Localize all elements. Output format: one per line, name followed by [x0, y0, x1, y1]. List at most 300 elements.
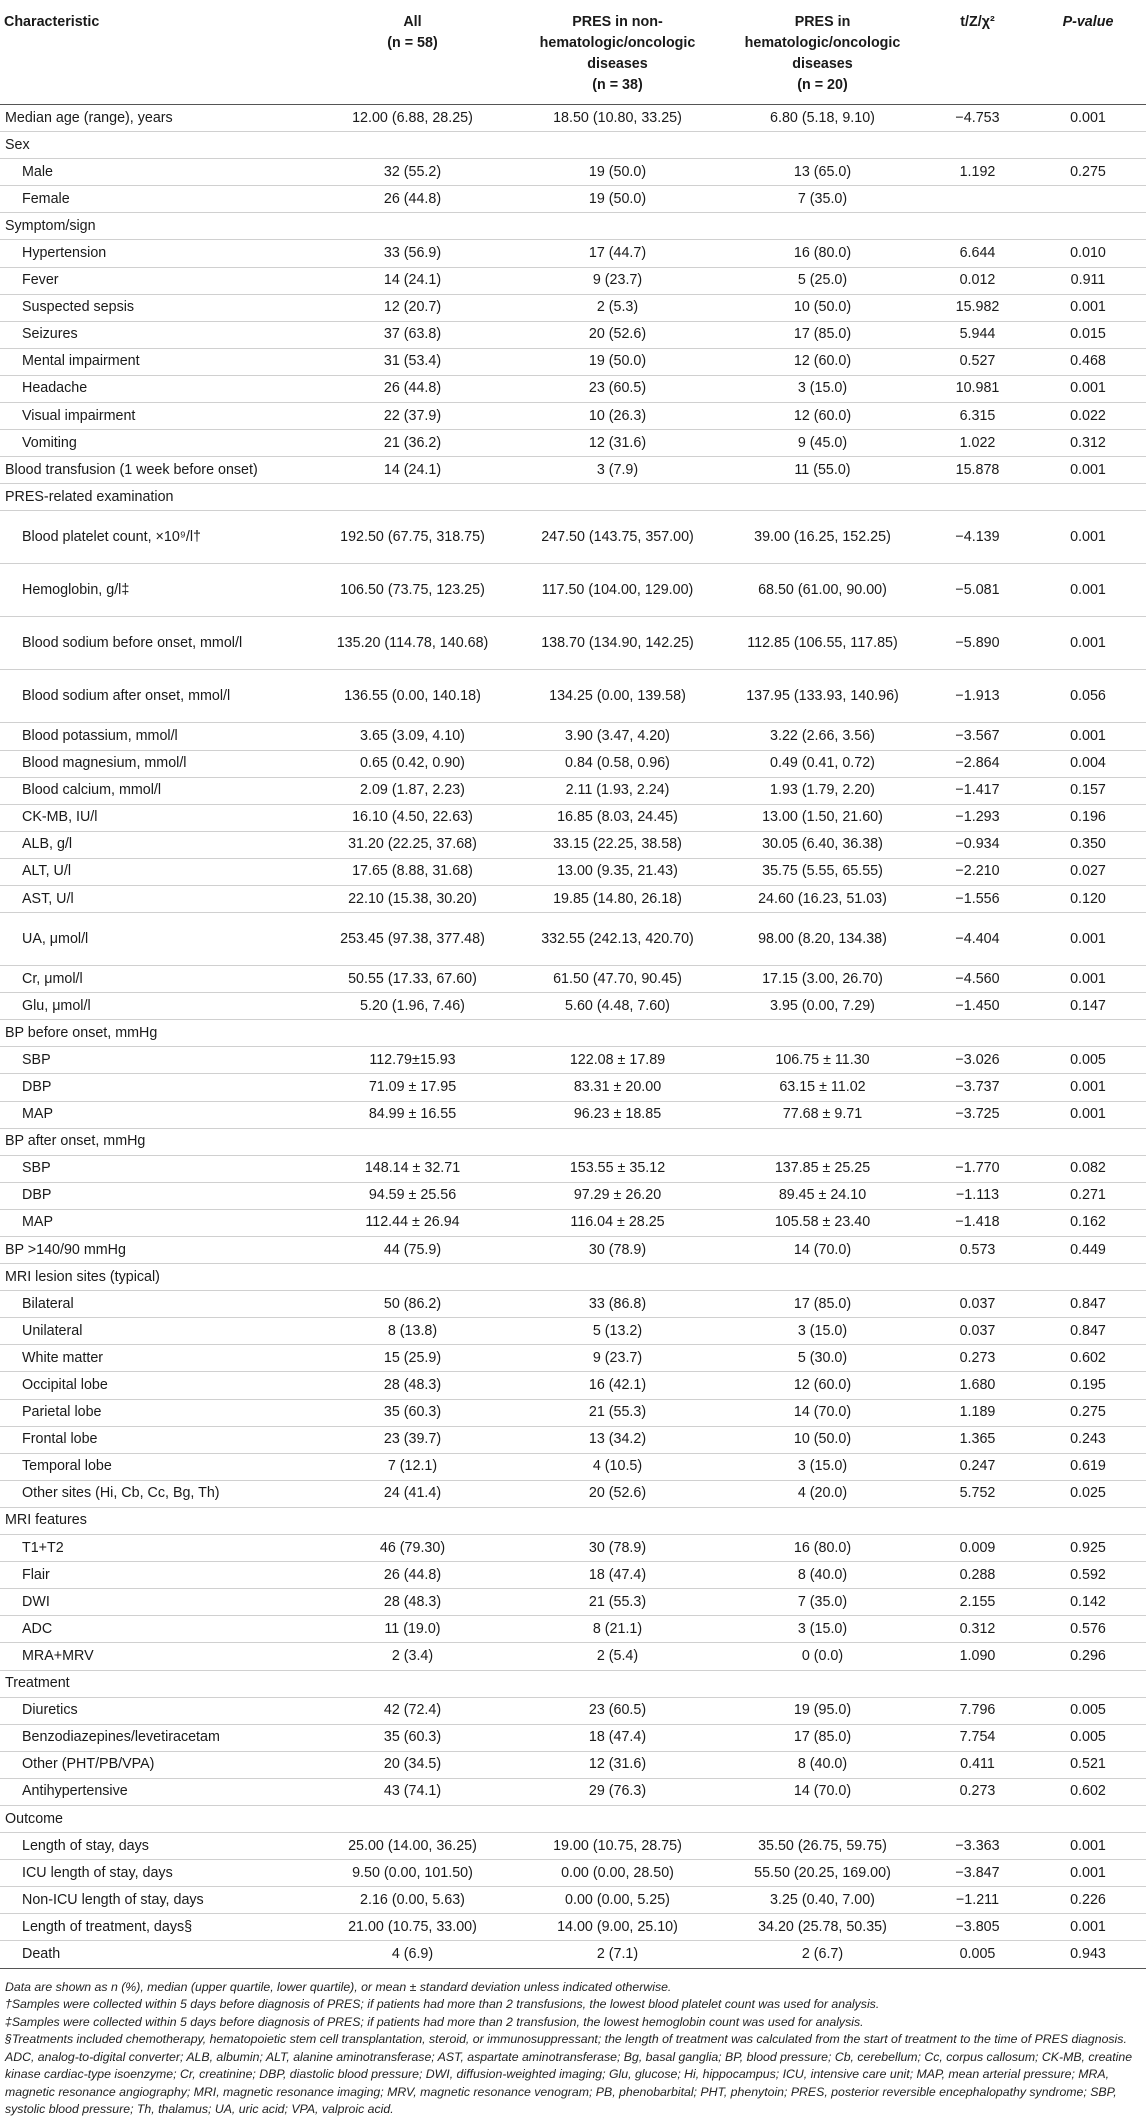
table-row [0, 1535, 1146, 1562]
cell-nonhem: 33.15 (22.25, 38.58) [515, 831, 720, 858]
cell-all [310, 1805, 515, 1832]
cell-hem: 14 (70.0) [720, 1399, 925, 1426]
cell-stat: −3.363 [925, 1833, 1030, 1860]
cell-nonhem: 19.00 (10.75, 28.75) [515, 1833, 720, 1860]
cell-p: 0.001 [1030, 294, 1146, 321]
row-label: Diuretics [0, 1697, 310, 1724]
cell-p: 0.911 [1030, 267, 1146, 294]
cell-nonhem: 0.00 (0.00, 5.25) [515, 1887, 720, 1914]
table-row [0, 1182, 1146, 1209]
cell-nonhem: 19 (50.0) [515, 348, 720, 375]
row-label: MRI lesion sites (typical) [0, 1264, 310, 1291]
cell-stat: −3.737 [925, 1074, 1030, 1101]
cell-p: 0.275 [1030, 159, 1146, 186]
row-label: ALT, U/l [0, 858, 310, 885]
cell-hem: 106.75 ± 11.30 [720, 1047, 925, 1074]
cell-stat: −4.560 [925, 966, 1030, 993]
cell-hem: 3 (15.0) [720, 1318, 925, 1345]
cell-p: 0.001 [1030, 511, 1146, 564]
cell-nonhem: 2 (5.3) [515, 294, 720, 321]
row-label: MAP [0, 1209, 310, 1236]
cell-all: 26 (44.8) [310, 375, 515, 402]
row-label: Occipital lobe [0, 1372, 310, 1399]
cell-all: 50.55 (17.33, 67.60) [310, 966, 515, 993]
table-row [0, 159, 1146, 186]
cell-all [310, 132, 515, 159]
cell-all: 106.50 (73.75, 123.25) [310, 564, 515, 617]
row-label: Blood sodium after onset, mmol/l [0, 670, 310, 723]
cell-stat: −1.211 [925, 1887, 1030, 1914]
cell-nonhem [515, 1670, 720, 1697]
cell-hem [720, 1670, 925, 1697]
table-row [0, 294, 1146, 321]
cell-p: 0.602 [1030, 1778, 1146, 1805]
cell-all: 28 (48.3) [310, 1589, 515, 1616]
row-label: Unilateral [0, 1318, 310, 1345]
cell-hem: 14 (70.0) [720, 1778, 925, 1805]
cell-stat: −3.725 [925, 1101, 1030, 1128]
row-label: White matter [0, 1345, 310, 1372]
cell-all [310, 1020, 515, 1047]
cell-all: 22.10 (15.38, 30.20) [310, 885, 515, 912]
cell-hem: 0.49 (0.41, 0.72) [720, 750, 925, 777]
table-row [0, 1778, 1146, 1805]
cell-p: 0.004 [1030, 750, 1146, 777]
cell-stat: −0.934 [925, 831, 1030, 858]
cell-stat [925, 1128, 1030, 1155]
cell-stat: −5.081 [925, 564, 1030, 617]
cell-all: 136.55 (0.00, 140.18) [310, 670, 515, 723]
cell-all: 71.09 ± 17.95 [310, 1074, 515, 1101]
cell-p: 0.001 [1030, 105, 1146, 132]
cell-all: 3.65 (3.09, 4.10) [310, 723, 515, 750]
cell-all: 24 (41.4) [310, 1480, 515, 1507]
row-label: ICU length of stay, days [0, 1860, 310, 1887]
cell-stat: 1.680 [925, 1372, 1030, 1399]
row-label: Symptom/sign [0, 213, 310, 240]
cell-p: 0.056 [1030, 670, 1146, 723]
cell-all: 31.20 (22.25, 37.68) [310, 831, 515, 858]
row-label: Suspected sepsis [0, 294, 310, 321]
cell-hem: 12 (60.0) [720, 1372, 925, 1399]
row-label: Vomiting [0, 430, 310, 457]
cell-p: 0.142 [1030, 1589, 1146, 1616]
cell-p: 0.001 [1030, 1860, 1146, 1887]
row-label: Antihypertensive [0, 1778, 310, 1805]
cell-stat: 7.796 [925, 1697, 1030, 1724]
cell-p [1030, 1805, 1146, 1832]
cell-nonhem: 21 (55.3) [515, 1589, 720, 1616]
cell-hem: 13 (65.0) [720, 159, 925, 186]
cell-nonhem [515, 1264, 720, 1291]
cell-hem: 7 (35.0) [720, 1589, 925, 1616]
cell-hem: 3 (15.0) [720, 1616, 925, 1643]
cell-p [1030, 484, 1146, 511]
row-label: Blood magnesium, mmol/l [0, 750, 310, 777]
cell-stat: 1.090 [925, 1643, 1030, 1670]
cell-nonhem: 29 (76.3) [515, 1778, 720, 1805]
cell-all: 84.99 ± 16.55 [310, 1101, 515, 1128]
row-label: Glu, μmol/l [0, 993, 310, 1020]
row-label: Visual impairment [0, 403, 310, 430]
cell-stat [925, 213, 1030, 240]
cell-nonhem: 4 (10.5) [515, 1453, 720, 1480]
cell-nonhem: 20 (52.6) [515, 321, 720, 348]
cell-hem: 12 (60.0) [720, 403, 925, 430]
cell-all: 32 (55.2) [310, 159, 515, 186]
cell-stat: −1.417 [925, 777, 1030, 804]
cell-nonhem: 17 (44.7) [515, 240, 720, 267]
cell-all: 50 (86.2) [310, 1291, 515, 1318]
cell-p [1030, 1128, 1146, 1155]
cell-nonhem [515, 1128, 720, 1155]
cell-hem: 89.45 ± 24.10 [720, 1182, 925, 1209]
table-row [0, 1724, 1146, 1751]
cell-stat [925, 186, 1030, 213]
cell-p: 0.296 [1030, 1643, 1146, 1670]
cell-hem: 17 (85.0) [720, 321, 925, 348]
cell-all: 2 (3.4) [310, 1643, 515, 1670]
table-row [0, 1209, 1146, 1236]
cell-hem: 17.15 (3.00, 26.70) [720, 966, 925, 993]
row-label: Bilateral [0, 1291, 310, 1318]
cell-stat [925, 1805, 1030, 1832]
row-label: Treatment [0, 1670, 310, 1697]
cell-p: 0.010 [1030, 240, 1146, 267]
cell-hem: 11 (55.0) [720, 457, 925, 484]
row-label: DBP [0, 1074, 310, 1101]
row-label: Blood potassium, mmol/l [0, 723, 310, 750]
row-label: MAP [0, 1101, 310, 1128]
cell-hem [720, 484, 925, 511]
cell-stat: 5.944 [925, 321, 1030, 348]
row-label: Temporal lobe [0, 1453, 310, 1480]
cell-p: 0.025 [1030, 1480, 1146, 1507]
row-label: Flair [0, 1562, 310, 1589]
table-row [0, 403, 1146, 430]
cell-nonhem: 10 (26.3) [515, 403, 720, 430]
cell-stat: 0.273 [925, 1778, 1030, 1805]
cell-stat: −4.404 [925, 913, 1030, 966]
table-row [0, 1047, 1146, 1074]
table-row [0, 913, 1146, 966]
header-hem: PRES in hematologic/oncologic diseases (n = 20) [744, 14, 901, 93]
cell-all: 14 (24.1) [310, 267, 515, 294]
cell-hem [720, 1020, 925, 1047]
cell-p: 0.576 [1030, 1616, 1146, 1643]
cell-all: 253.45 (97.38, 377.48) [310, 913, 515, 966]
table-row [0, 1697, 1146, 1724]
cell-nonhem: 13 (34.2) [515, 1426, 720, 1453]
cell-stat: 0.573 [925, 1237, 1030, 1264]
cell-p: 0.005 [1030, 1047, 1146, 1074]
cell-nonhem: 30 (78.9) [515, 1237, 720, 1264]
cell-hem: 16 (80.0) [720, 240, 925, 267]
cell-all: 31 (53.4) [310, 348, 515, 375]
cell-hem: 39.00 (16.25, 152.25) [720, 511, 925, 564]
cell-stat [925, 132, 1030, 159]
cell-nonhem: 134.25 (0.00, 139.58) [515, 670, 720, 723]
cell-p: 0.275 [1030, 1399, 1146, 1426]
cell-hem: 17 (85.0) [720, 1724, 925, 1751]
cell-hem: 5 (30.0) [720, 1345, 925, 1372]
cell-p: 0.001 [1030, 375, 1146, 402]
row-label: Length of treatment, days§ [0, 1914, 310, 1941]
row-label: Sex [0, 132, 310, 159]
table-row [0, 750, 1146, 777]
cell-nonhem: 12 (31.6) [515, 1751, 720, 1778]
cell-nonhem: 20 (52.6) [515, 1480, 720, 1507]
table-row [0, 1480, 1146, 1507]
cell-hem: 137.95 (133.93, 140.96) [720, 670, 925, 723]
cell-hem: 35.50 (26.75, 59.75) [720, 1833, 925, 1860]
cell-nonhem [515, 1507, 720, 1534]
cell-hem: 35.75 (5.55, 65.55) [720, 858, 925, 885]
cell-all: 35 (60.3) [310, 1399, 515, 1426]
cell-p [1030, 1264, 1146, 1291]
cell-p: 0.592 [1030, 1562, 1146, 1589]
cell-stat: 0.411 [925, 1751, 1030, 1778]
row-label: CK-MB, IU/l [0, 804, 310, 831]
section-row [0, 1264, 1146, 1291]
cell-hem: 8 (40.0) [720, 1562, 925, 1589]
cell-all: 135.20 (114.78, 140.68) [310, 617, 515, 670]
table-row [0, 105, 1146, 132]
table-row [0, 1833, 1146, 1860]
cell-all: 0.65 (0.42, 0.90) [310, 750, 515, 777]
cell-p: 0.943 [1030, 1941, 1146, 1968]
cell-all: 148.14 ± 32.71 [310, 1155, 515, 1182]
cell-p [1030, 186, 1146, 213]
row-label: MRA+MRV [0, 1643, 310, 1670]
cell-stat: 0.009 [925, 1535, 1030, 1562]
row-label: Headache [0, 375, 310, 402]
row-label: DWI [0, 1589, 310, 1616]
cell-all: 15 (25.9) [310, 1345, 515, 1372]
row-label: Frontal lobe [0, 1426, 310, 1453]
cell-p: 0.195 [1030, 1372, 1146, 1399]
cell-stat: −1.770 [925, 1155, 1030, 1182]
cell-stat: 2.155 [925, 1589, 1030, 1616]
cell-nonhem: 16.85 (8.03, 24.45) [515, 804, 720, 831]
cell-hem [720, 132, 925, 159]
table-row [0, 1562, 1146, 1589]
cell-all: 16.10 (4.50, 22.63) [310, 804, 515, 831]
cell-nonhem: 12 (31.6) [515, 430, 720, 457]
cell-hem: 6.80 (5.18, 9.10) [720, 105, 925, 132]
cell-p: 0.120 [1030, 885, 1146, 912]
footnote: §Treatments included chemotherapy, hematopoietic stem cell transplantation, steroid, or immunosuppressant; the length of treatment was calculated from the start of treatment to the time of PRES diagnosis. [5, 2032, 1127, 2047]
cell-all: 28 (48.3) [310, 1372, 515, 1399]
cell-hem: 1.93 (1.79, 2.20) [720, 777, 925, 804]
cell-all: 23 (39.7) [310, 1426, 515, 1453]
row-label: AST, U/l [0, 885, 310, 912]
table-row [0, 831, 1146, 858]
cell-hem: 112.85 (106.55, 117.85) [720, 617, 925, 670]
row-label: Median age (range), years [0, 105, 310, 132]
table-row [0, 993, 1146, 1020]
cell-nonhem: 5.60 (4.48, 7.60) [515, 993, 720, 1020]
table-row [0, 1860, 1146, 1887]
cell-nonhem: 0.84 (0.58, 0.96) [515, 750, 720, 777]
cell-p: 0.847 [1030, 1318, 1146, 1345]
cell-all: 5.20 (1.96, 7.46) [310, 993, 515, 1020]
cell-hem: 13.00 (1.50, 21.60) [720, 804, 925, 831]
cell-stat: −1.450 [925, 993, 1030, 1020]
cell-nonhem: 14.00 (9.00, 25.10) [515, 1914, 720, 1941]
cell-stat: 0.037 [925, 1318, 1030, 1345]
table-row [0, 267, 1146, 294]
cell-all: 112.79±15.93 [310, 1047, 515, 1074]
cell-stat [925, 484, 1030, 511]
table-row [0, 777, 1146, 804]
table-row [0, 723, 1146, 750]
row-label: ALB, g/l [0, 831, 310, 858]
cell-stat: −1.293 [925, 804, 1030, 831]
cell-all: 7 (12.1) [310, 1453, 515, 1480]
cell-p: 0.015 [1030, 321, 1146, 348]
cell-all: 12.00 (6.88, 28.25) [310, 105, 515, 132]
cell-hem: 4 (20.0) [720, 1480, 925, 1507]
table-row [0, 1155, 1146, 1182]
cell-hem [720, 1264, 925, 1291]
cell-stat: −1.556 [925, 885, 1030, 912]
cell-all: 4 (6.9) [310, 1941, 515, 1968]
section-row [0, 213, 1146, 240]
cell-p: 0.022 [1030, 403, 1146, 430]
cell-all [310, 213, 515, 240]
table-footnotes [0, 1969, 1146, 2119]
cell-nonhem: 16 (42.1) [515, 1372, 720, 1399]
cell-p: 0.157 [1030, 777, 1146, 804]
section-row [0, 1020, 1146, 1047]
row-label: Other (PHT/PB/VPA) [0, 1751, 310, 1778]
table-row [0, 670, 1146, 723]
cell-p [1030, 1670, 1146, 1697]
table-row [0, 1345, 1146, 1372]
row-label: Hypertension [0, 240, 310, 267]
cell-nonhem: 9 (23.7) [515, 1345, 720, 1372]
cell-p: 0.521 [1030, 1751, 1146, 1778]
cell-stat: 1.192 [925, 159, 1030, 186]
cell-nonhem: 9 (23.7) [515, 267, 720, 294]
table-row [0, 375, 1146, 402]
cell-hem: 68.50 (61.00, 90.00) [720, 564, 925, 617]
cell-hem [720, 1805, 925, 1832]
cell-nonhem: 153.55 ± 35.12 [515, 1155, 720, 1182]
cell-nonhem: 138.70 (134.90, 142.25) [515, 617, 720, 670]
cell-stat: −1.418 [925, 1209, 1030, 1236]
cell-stat: −3.805 [925, 1914, 1030, 1941]
cell-p: 0.005 [1030, 1697, 1146, 1724]
cell-stat: −1.113 [925, 1182, 1030, 1209]
table-row [0, 1453, 1146, 1480]
cell-hem: 8 (40.0) [720, 1751, 925, 1778]
cell-p: 0.001 [1030, 1074, 1146, 1101]
row-label: Hemoglobin, g/l‡ [0, 564, 310, 617]
cell-nonhem: 117.50 (104.00, 129.00) [515, 564, 720, 617]
table-row [0, 1291, 1146, 1318]
cell-hem: 12 (60.0) [720, 348, 925, 375]
table-row [0, 564, 1146, 617]
cell-all: 21.00 (10.75, 33.00) [310, 1914, 515, 1941]
cell-p: 0.602 [1030, 1345, 1146, 1372]
cell-stat: −3.026 [925, 1047, 1030, 1074]
row-label: Blood calcium, mmol/l [0, 777, 310, 804]
cell-all: 42 (72.4) [310, 1697, 515, 1724]
cell-stat: 0.005 [925, 1941, 1030, 1968]
cell-all: 192.50 (67.75, 318.75) [310, 511, 515, 564]
cell-p: 0.226 [1030, 1887, 1146, 1914]
table-header [0, 0, 1146, 105]
row-label: T1+T2 [0, 1535, 310, 1562]
cell-stat: −2.210 [925, 858, 1030, 885]
header-all: All (n = 58) [387, 14, 438, 51]
cell-all: 2.16 (0.00, 5.63) [310, 1887, 515, 1914]
cell-p: 0.027 [1030, 858, 1146, 885]
cell-hem: 63.15 ± 11.02 [720, 1074, 925, 1101]
cell-all: 94.59 ± 25.56 [310, 1182, 515, 1209]
cell-all [310, 1128, 515, 1155]
cell-all: 112.44 ± 26.94 [310, 1209, 515, 1236]
row-label: Mental impairment [0, 348, 310, 375]
cell-nonhem: 23 (60.5) [515, 375, 720, 402]
row-label: Non-ICU length of stay, days [0, 1887, 310, 1914]
cell-all: 25.00 (14.00, 36.25) [310, 1833, 515, 1860]
cell-all: 17.65 (8.88, 31.68) [310, 858, 515, 885]
cell-nonhem: 96.23 ± 18.85 [515, 1101, 720, 1128]
cell-stat [925, 1264, 1030, 1291]
cell-hem: 17 (85.0) [720, 1291, 925, 1318]
row-label: SBP [0, 1155, 310, 1182]
table-row [0, 1914, 1146, 1941]
table-row [0, 1751, 1146, 1778]
cell-nonhem: 332.55 (242.13, 420.70) [515, 913, 720, 966]
footnote: ADC, analog-to-digital converter; ALB, albumin; ALT, alanine aminotransferase; AST, aspartate aminotransferase; Bg, basal ganglia; BP, blood pressure; Cb, cerebellum; Cc, corpus callosum; CK-MB, creatine kinase cardiac-type isoenzyme; Cr, creatinine; DBP, diastolic blood pressure; DWI, diffusion-weighted imaging; Glu, glucose; Hi, hippocampus; ICU, intensive care unit; MAP, mean arterial pressure; MRA, magnetic resonance angiography; MRI, magnetic resonance imaging; MRV, magnetic resonance venogram; PB, phenobarbital; PHT, phenytoin; PRES, posterior reversible encephalopathy syndrome; SBP, systolic blood pressure; Th, thalamus; UA, uric acid; VPA, valproic acid. [5, 2049, 1133, 2117]
cell-hem: 10 (50.0) [720, 294, 925, 321]
table-row [0, 1101, 1146, 1128]
cell-nonhem: 21 (55.3) [515, 1399, 720, 1426]
header-statistic: t/Z/χ² [960, 14, 995, 30]
cell-p: 0.243 [1030, 1426, 1146, 1453]
row-label: DBP [0, 1182, 310, 1209]
cell-all [310, 1264, 515, 1291]
row-label: PRES-related examination [0, 484, 310, 511]
cell-stat: 6.315 [925, 403, 1030, 430]
cell-hem: 0 (0.0) [720, 1643, 925, 1670]
cell-all: 37 (63.8) [310, 321, 515, 348]
cell-p: 0.468 [1030, 348, 1146, 375]
cell-hem: 9 (45.0) [720, 430, 925, 457]
row-label: ADC [0, 1616, 310, 1643]
cell-p: 0.925 [1030, 1535, 1146, 1562]
section-row [0, 1507, 1146, 1534]
cell-p: 0.619 [1030, 1453, 1146, 1480]
table-body [0, 105, 1146, 1969]
table-row [0, 1643, 1146, 1670]
row-label: BP before onset, mmHg [0, 1020, 310, 1047]
cell-hem: 10 (50.0) [720, 1426, 925, 1453]
cell-p: 0.001 [1030, 1101, 1146, 1128]
table-row [0, 966, 1146, 993]
cell-nonhem: 0.00 (0.00, 28.50) [515, 1860, 720, 1887]
cell-stat: −4.753 [925, 105, 1030, 132]
cell-p: 0.082 [1030, 1155, 1146, 1182]
cell-nonhem [515, 132, 720, 159]
cell-p [1030, 1020, 1146, 1047]
table-row [0, 348, 1146, 375]
cell-p: 0.001 [1030, 564, 1146, 617]
